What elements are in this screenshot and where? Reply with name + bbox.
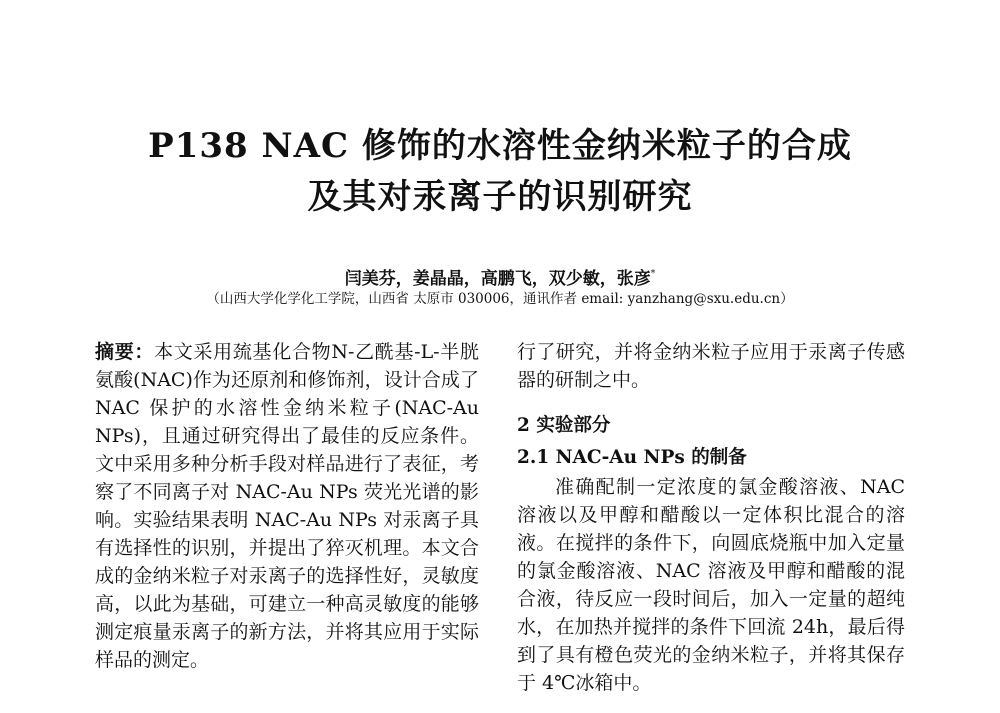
left-column [95, 338, 479, 674]
paper-title-line-1: P138 NAC 修饰的水溶性金纳米粒子的合成 [148, 126, 852, 166]
subsection-heading-preparation: 2.1 NAC-Au NPs 的制备 [517, 447, 747, 468]
abstract-paragraph [95, 338, 479, 674]
author-names: 闫美芬，姜晶晶，高鹏飞，双少敏，张彦 [344, 269, 651, 289]
abstract-label: 摘要： [95, 341, 155, 363]
author-list [0, 262, 1000, 291]
corresponding-author-mark: * [650, 269, 656, 279]
intro-continuation: 行了研究，并将金纳米粒子应用于汞离子传感器的研制之中。 [517, 341, 905, 391]
abstract-text: 本文采用巯基化合物N-乙酰基-L-半胱氨酸(NAC)作为还原剂和修饰剂，设计合成了 NAC 保护的水溶性金纳米粒子(NAC-Au NPs)，且通过研究得出了最佳的反应条件。文中采用多种分析手段对样品进行了表征，考察了不同离子对 NAC-Au NPs 荧光光谱的影响。实验结果表明 NAC-Au NPs 对汞离子具有选择性的识别，并提出了猝灭机理。本文合成的金纳米粒子对汞离子的选择性好，灵敏度高，以此为基础，可建立一种高灵敏度的能够测定痕量汞离子的新方法，并将其应用于实际样品的测定。 [95, 341, 479, 671]
paper-title-line-2: 及其对汞离子的识别研究 [307, 177, 693, 217]
right-column [517, 338, 905, 697]
preparation-paragraph: 准确配制一定浓度的氯金酸溶液、NAC 溶液以及甲醇和醋酸以一定体积比混合的溶液。在搅拌的条件下，向圆底烧瓶中加入定量的氯金酸溶液、NAC 溶液及甲醇和醋酸的混合液，待反应一段时间后，加入一定量的超纯水，在加热并搅拌的条件下回流 24h，最后得到了具有橙色荧光的金纳米粒子，并将其保存于 4℃冰箱中。 [517, 476, 905, 694]
affiliation: （山西大学化学化工学院，山西省 太原市 030006，通讯作者 email: yanzhang@sxu.edu.cn） [206, 291, 794, 307]
section-heading-experimental: 2 实验部分 [517, 415, 611, 436]
